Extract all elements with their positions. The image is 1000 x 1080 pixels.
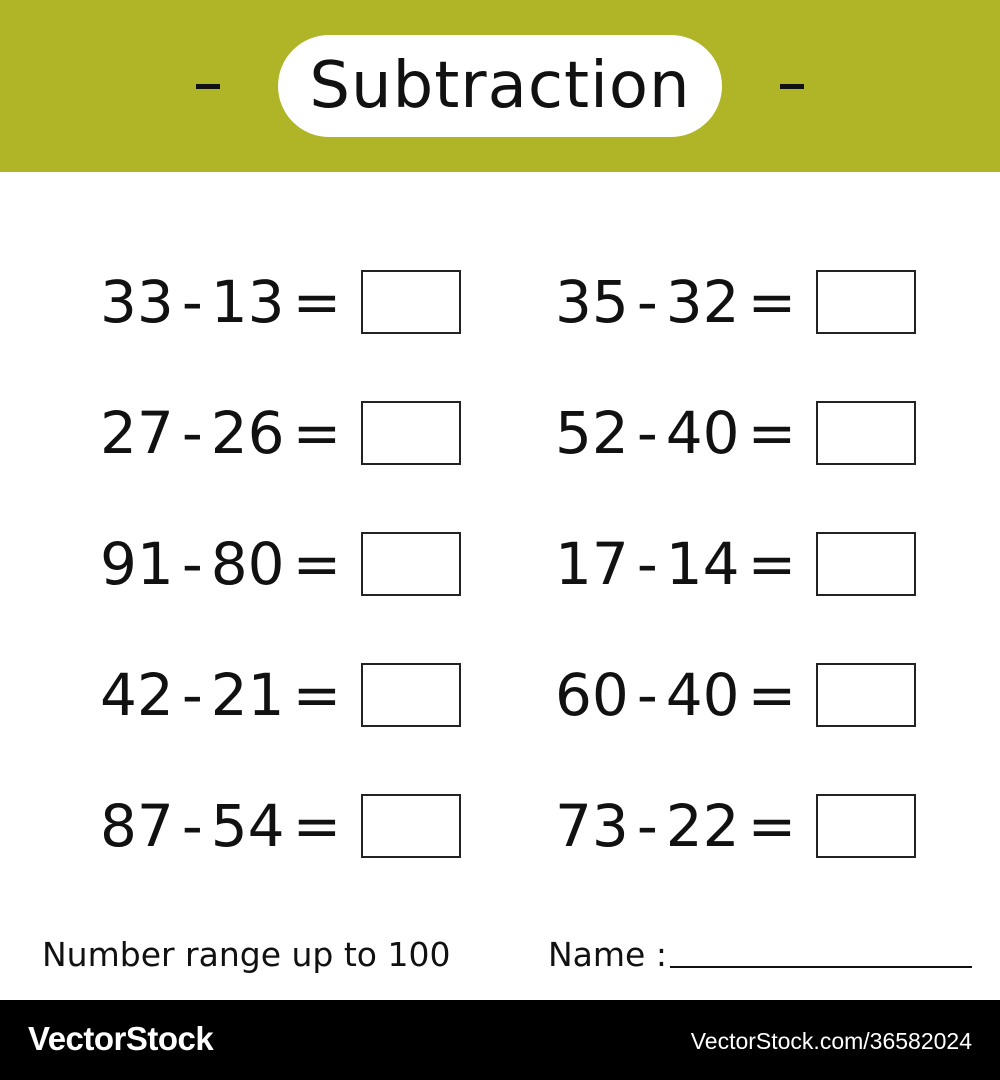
- answer-box[interactable]: [361, 401, 461, 465]
- minus-sign: -: [636, 399, 658, 467]
- name-label: Name :: [548, 935, 667, 974]
- name-input-line[interactable]: [670, 966, 972, 968]
- problem-10: [555, 793, 916, 859]
- equals-sign: =: [747, 399, 797, 467]
- subtrahend: 80: [210, 530, 285, 598]
- subtrahend: 40: [665, 399, 740, 467]
- equals-sign: =: [292, 399, 342, 467]
- equals-sign: =: [747, 268, 797, 336]
- subtrahend: 40: [665, 661, 740, 729]
- problem-6: [555, 531, 916, 597]
- answer-box[interactable]: [361, 270, 461, 334]
- problem-9: [100, 793, 461, 859]
- minuend: 60: [555, 661, 629, 729]
- minus-sign: -: [181, 792, 203, 860]
- subtrahend: 22: [665, 792, 740, 860]
- answer-box[interactable]: [816, 532, 916, 596]
- answer-box[interactable]: [816, 270, 916, 334]
- page-title: Subtraction: [309, 49, 691, 123]
- problem-3: [100, 400, 461, 466]
- minuend: 87: [100, 792, 174, 860]
- watermark-url: VectorStock.com/36582024: [690, 1028, 972, 1054]
- minus-sign: -: [636, 530, 658, 598]
- answer-box[interactable]: [361, 663, 461, 727]
- minus-sign: -: [181, 661, 203, 729]
- equals-sign: =: [292, 530, 342, 598]
- minuend: 33: [100, 268, 174, 336]
- minuend: 17: [555, 530, 629, 598]
- answer-box[interactable]: [816, 663, 916, 727]
- equals-sign: =: [747, 661, 797, 729]
- subtrahend: 26: [210, 399, 285, 467]
- minuend: 42: [100, 661, 174, 729]
- minuend: 91: [100, 530, 174, 598]
- subtrahend: 32: [665, 268, 740, 336]
- problem-4: [555, 400, 916, 466]
- equals-sign: =: [292, 661, 342, 729]
- problem-8: [555, 662, 916, 728]
- minus-sign: -: [636, 792, 658, 860]
- minuend: 73: [555, 792, 629, 860]
- problem-7: [100, 662, 461, 728]
- problem-1: [100, 269, 461, 335]
- minuend: 35: [555, 268, 629, 336]
- subtrahend: 21: [210, 661, 285, 729]
- title-left-dash: [196, 84, 220, 89]
- equals-sign: =: [292, 268, 342, 336]
- equals-sign: =: [747, 530, 797, 598]
- answer-box[interactable]: [816, 401, 916, 465]
- title-pill: [278, 35, 722, 137]
- equals-sign: =: [292, 792, 342, 860]
- answer-box[interactable]: [361, 794, 461, 858]
- minus-sign: -: [636, 661, 658, 729]
- subtrahend: 54: [210, 792, 285, 860]
- number-range-label: Number range up to 100: [42, 935, 451, 974]
- answer-box[interactable]: [361, 532, 461, 596]
- minus-sign: -: [181, 399, 203, 467]
- equals-sign: =: [747, 792, 797, 860]
- title-right-dash: [780, 84, 804, 89]
- minus-sign: -: [181, 530, 203, 598]
- subtrahend: 14: [665, 530, 740, 598]
- subtrahend: 13: [210, 268, 285, 336]
- minuend: 27: [100, 399, 174, 467]
- minus-sign: -: [636, 268, 658, 336]
- minus-sign: -: [181, 268, 203, 336]
- answer-box[interactable]: [816, 794, 916, 858]
- problem-2: [555, 269, 916, 335]
- minuend: 52: [555, 399, 629, 467]
- problem-5: [100, 531, 461, 597]
- watermark-brand: VectorStock: [28, 1020, 214, 1057]
- header-banner: [0, 0, 1000, 172]
